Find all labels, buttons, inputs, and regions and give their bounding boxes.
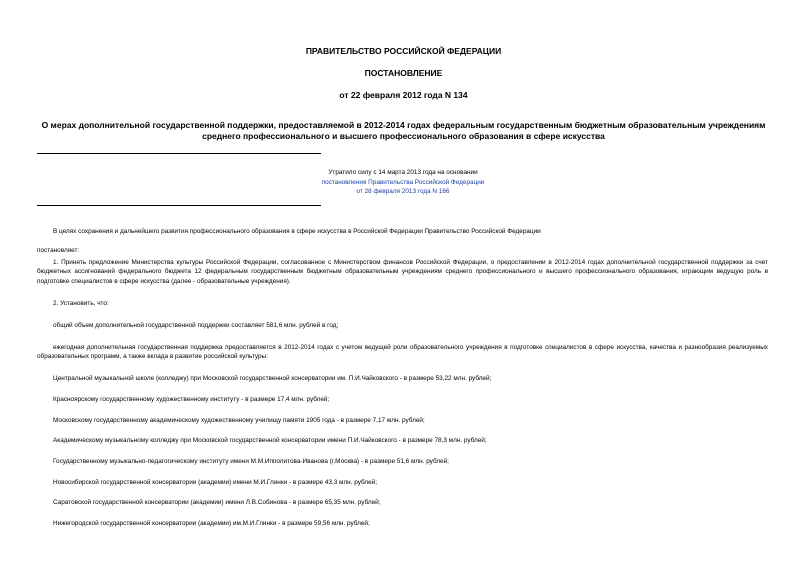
recipient-item: Саратовской государственной консерватории (академии) имени Л.В.Собинова - в размере 65,35 млн. рублей;	[53, 499, 381, 506]
recipient-item: Нижегородской государственной консерватории (академии) им.М.И.Глинки - в размере 59,56 млн. рублей;	[53, 520, 370, 527]
item-2-paragraph: 2. Установить, что:	[53, 300, 109, 307]
status-note	[300, 168, 506, 197]
decree-word: постановляет:	[37, 247, 80, 254]
item-1-paragraph: 1. Принять предложение Министерства культуры Российской Федерации, согласованное с Министерством финансов Российской Федерации, о предоставлении в 2012-2014 годах дополнительной государственной поддержки за счет бюджетных ассигнований федерального бюджета 12 федеральным государственным бюджетным образовательным учреждениям среднего профессионального и высшего профессионального образования, играющим ведущую роль в подготовке специалистов в сфере искусства (далее - образовательные учреждения).	[37, 259, 768, 285]
divider-bottom	[37, 205, 321, 206]
document-type-heading: ПОСТАНОВЛЕНИЕ	[364, 68, 443, 78]
recipient-item: Московскому государственному академическому художественному училищу памяти 1905 года - в размере 7,17 млн. рублей;	[53, 417, 425, 424]
recipient-item: Красноярскому государственному художественному институту - в размере 17,4 млн. рублей;	[53, 396, 330, 403]
recipient-item: Государственному музыкально-педагогическому институту имени М.М.Ипполитова-Иванова (г.Москва) - в размере 51,6 млн. рублей;	[53, 458, 449, 465]
government-heading: ПРАВИТЕЛЬСТВО РОССИЙСКОЙ ФЕДЕРАЦИИ	[305, 46, 502, 56]
document-title: О мерах дополнительной государственной поддержки, предоставляемой в 2012-2014 годах федеральным государственным бюджетным образовательным учреждениям среднего профессионального и высшего профессионального образования в сфере искусства	[41, 120, 766, 141]
recipient-item: Новосибирской государственной консерватории (академии) имени М.И.Глинки - в размере 43,3 млн. рублей;	[53, 479, 378, 486]
recipient-item: Центральной музыкальной школе (колледжу) при Московской государственной консерватории им. П.И.Чайковского - в размере 53,22 млн. рублей;	[53, 375, 492, 382]
repeal-decree-link[interactable]: постановления Правительства Российской Федерации	[321, 178, 485, 186]
purpose-paragraph: ежегодная дополнительная государственная поддержка предоставляется в 2012-2014 годах с учетом ведущей роли образовательного учреждения в подготовке специалистов в сфере искусства, качества и разнообразия реализуемых образовательных программ, а также вклада в развитие российской культуры:	[37, 344, 768, 361]
recipient-item: Академическому музыкальному колледжу при Московской государственной консерватории имени П.И.Чайковского - в размере 78,3 млн. рублей;	[53, 437, 487, 444]
intro-paragraph: В целях сохранения и дальнейшего развития профессионального образования в сфере искусства в Российской Федерации Правительство Российской Федерации	[53, 228, 541, 235]
date-number-heading: от 22 февраля 2012 года N 134	[339, 90, 468, 100]
repeal-decree-link-date[interactable]: от 28 февраля 2013 года N 166	[356, 188, 450, 195]
status-note-text: Утратило силу с 14 марта 2013 года на основании	[328, 169, 478, 176]
divider-top	[37, 153, 321, 154]
total-amount-paragraph: общий объем дополнительной государственной поддержки составляет 581,6 млн. рублей в год;	[53, 322, 339, 329]
